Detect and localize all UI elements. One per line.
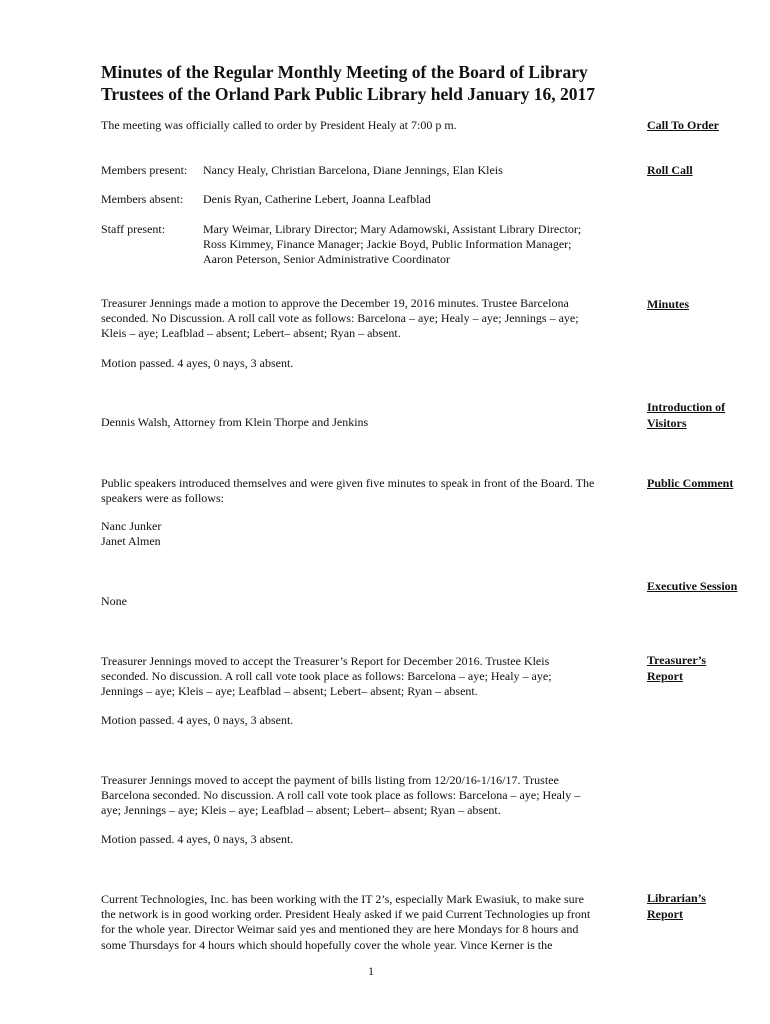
minutes-result: Motion passed. 4 ayes, 0 nays, 3 absent. bbox=[101, 356, 294, 370]
visitors-text: Dennis Walsh, Attorney from Klein Thorpe and Jenkins bbox=[101, 415, 369, 429]
staff-line: Mary Weimar, Library Director; Mary Adamowski, Assistant Library Director; bbox=[203, 222, 582, 236]
paragraph-line: Current Technologies, Inc. has been working with the IT 2’s, especially Mark Ewasiuk, to make sure bbox=[101, 892, 584, 906]
visitors-heading bbox=[647, 400, 725, 431]
bills-paragraph bbox=[101, 773, 580, 819]
public-comment-paragraph bbox=[101, 476, 594, 506]
paragraph-line: Barcelona seconded. No discussion. A roll call vote took place as follows: Barcelona – aye; Healy – bbox=[101, 788, 581, 803]
staff-line: Aaron Peterson, Senior Administrative Coordinator bbox=[203, 252, 450, 267]
document-title bbox=[101, 62, 595, 105]
librarians-report-heading-line-2: Report bbox=[647, 906, 683, 921]
visitors-heading-line-1: Introduction of bbox=[647, 400, 726, 414]
staff-present-label: Staff present: bbox=[101, 222, 166, 236]
treasurers-report-heading-line-2: Report bbox=[647, 668, 683, 683]
title-line-2: Trustees of the Orland Park Public Library held January 16, 2017 bbox=[101, 83, 596, 104]
librarians-report-paragraph bbox=[101, 892, 590, 953]
librarians-report-heading-line-1: Librarian’s bbox=[647, 891, 706, 905]
librarians-report-heading bbox=[647, 891, 706, 922]
paragraph-line: speakers were as follows: bbox=[101, 491, 224, 506]
paragraph-line: some Thursdays for 4 hours which should hopefully cover the whole year. Vince Kerner is the bbox=[101, 937, 553, 952]
title-line-1: Minutes of the Regular Monthly Meeting of the Board of Library bbox=[101, 62, 588, 82]
paragraph-line: Jennings – aye; Kleis – aye; Leafblad – absent; Lebert– absent; Ryan – absent. bbox=[101, 684, 478, 699]
paragraph-line: Public speakers introduced themselves and were given five minutes to speak in front of the Board. The bbox=[101, 476, 595, 490]
treasurers-report-paragraph bbox=[101, 654, 552, 700]
executive-session-heading: Executive Session bbox=[647, 579, 738, 593]
treasurers-report-result: Motion passed. 4 ayes, 0 nays, 3 absent. bbox=[101, 713, 294, 727]
speaker-name: Janet Almen bbox=[101, 534, 161, 549]
paragraph-line: the network is in good working order. President Healy asked if we paid Current Technologies up front bbox=[101, 907, 591, 922]
bills-result: Motion passed. 4 ayes, 0 nays, 3 absent. bbox=[101, 832, 294, 846]
paragraph-line: Treasurer Jennings made a motion to approve the December 19, 2016 minutes. Trustee Barcelona bbox=[101, 296, 569, 310]
call-to-order-heading: Call To Order bbox=[647, 118, 720, 132]
treasurers-report-heading bbox=[647, 653, 706, 684]
paragraph-line: Kleis – aye; Leafblad – absent; Lebert– absent; Ryan – absent. bbox=[101, 326, 401, 341]
minutes-paragraph bbox=[101, 296, 579, 342]
members-present-names: Nancy Healy, Christian Barcelona, Diane Jennings, Elan Kleis bbox=[203, 163, 503, 177]
public-comment-heading: Public Comment bbox=[647, 476, 734, 490]
roll-call-heading: Roll Call bbox=[647, 163, 693, 177]
visitors-heading-line-2: Visitors bbox=[647, 415, 687, 430]
paragraph-line: Treasurer Jennings moved to accept the payment of bills listing from 12/20/16-1/16/17. Trustee bbox=[101, 773, 559, 787]
paragraph-line: Treasurer Jennings moved to accept the Treasurer’s Report for December 2016. Trustee Kleis bbox=[101, 654, 550, 668]
staff-present-names bbox=[203, 222, 581, 268]
paragraph-line: aye; Jennings – aye; Kleis – aye; Leafblad – absent; Lebert– absent; Ryan – absent. bbox=[101, 803, 501, 818]
executive-session-text: None bbox=[101, 594, 127, 608]
members-absent-names: Denis Ryan, Catherine Lebert, Joanna Leafblad bbox=[203, 192, 431, 206]
call-to-order-text: The meeting was officially called to order by President Healy at 7:00 p m. bbox=[101, 118, 457, 132]
minutes-heading: Minutes bbox=[647, 297, 689, 311]
speaker-list bbox=[101, 519, 161, 549]
speaker-name: Nanc Junker bbox=[101, 519, 162, 533]
paragraph-line: for the whole year. Director Weimar said yes and mentioned they are here Mondays for 8 hours and bbox=[101, 922, 579, 937]
treasurers-report-heading-line-1: Treasurer’s bbox=[647, 653, 707, 667]
paragraph-line: seconded. No discussion. A roll call vote took place as follows: Barcelona – aye; Healy – aye; bbox=[101, 669, 552, 684]
page-number: 1 bbox=[368, 964, 374, 978]
staff-line: Ross Kimmey, Finance Manager; Jackie Boyd, Public Information Manager; bbox=[203, 237, 572, 252]
paragraph-line: seconded. No Discussion. A roll call vote as follows: Barcelona – aye; Healy – aye; Jennings – aye; bbox=[101, 311, 579, 326]
members-absent-label: Members absent: bbox=[101, 192, 184, 206]
members-present-label: Members present: bbox=[101, 163, 188, 177]
